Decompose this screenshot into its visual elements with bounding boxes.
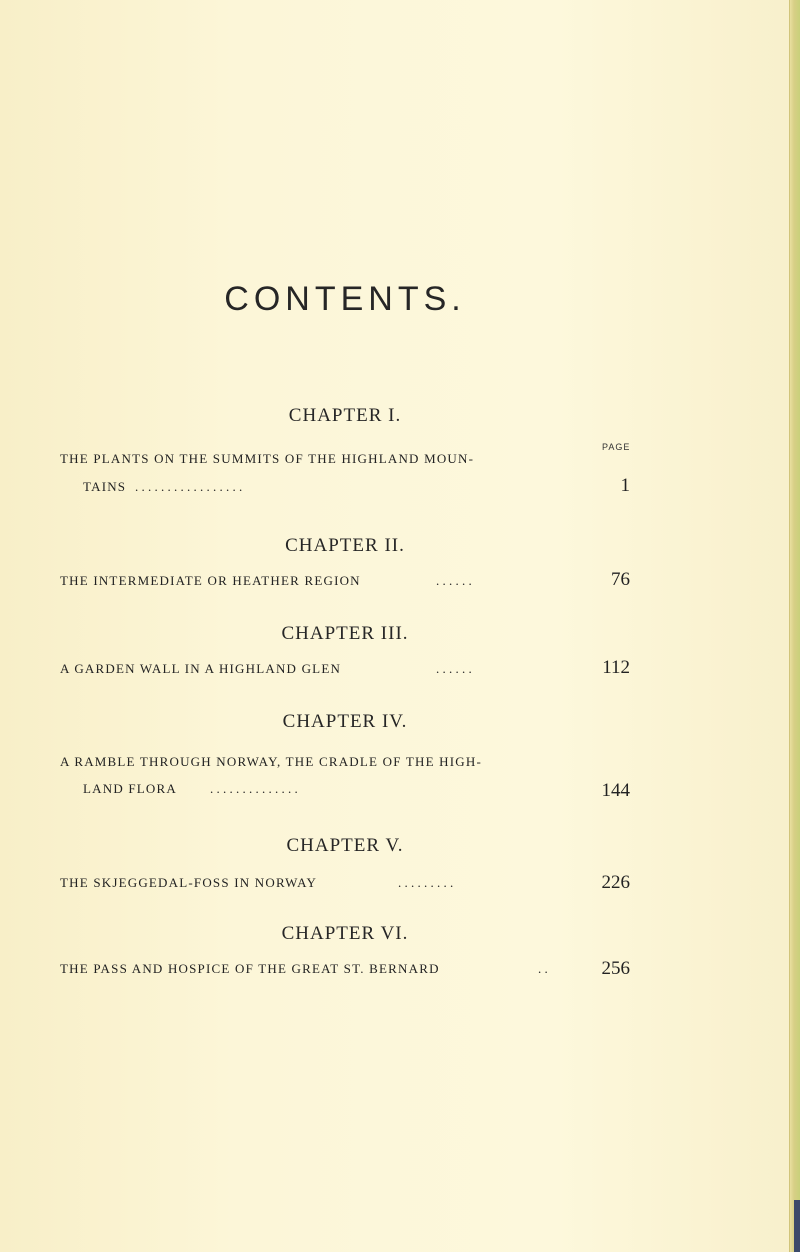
leader-dots: . . . . . . . . . . . . . . (210, 781, 298, 796)
leader-dots: . . (538, 961, 548, 976)
page-number: 76 (611, 569, 630, 590)
chapter-title-line: LAND FLORA (83, 781, 177, 796)
chapter-title-line: A RAMBLE THROUGH NORWAY, THE CRADLE OF THE HIGH- (60, 754, 482, 769)
chapter-title-line: THE PLANTS ON THE SUMMITS OF THE HIGHLAND MOUN- (60, 451, 475, 466)
chapter-heading: CHAPTER III. (281, 623, 409, 644)
binding-mark (794, 1200, 800, 1252)
chapter-heading: CHAPTER V. (286, 835, 404, 856)
chapter-title-line: THE SKJEGGEDAL-FOSS IN NORWAY (60, 875, 318, 890)
page-title: CONTENTS. (224, 280, 466, 318)
page-number: 144 (601, 780, 630, 801)
chapter-heading: CHAPTER II. (285, 535, 405, 556)
page-edge (789, 0, 800, 1252)
chapter-title-line: THE PASS AND HOSPICE OF THE GREAT ST. BERNARD (60, 961, 440, 976)
chapter-title-line: A GARDEN WALL IN A HIGHLAND GLEN (60, 661, 342, 676)
leader-dots: . . . . . . (436, 661, 472, 676)
page-number: 256 (601, 958, 630, 979)
leader-dots: . . . . . . . . . . . . . . . . . (135, 479, 243, 494)
page-number: 112 (602, 657, 630, 678)
chapter-title-line: TAINS (83, 479, 127, 494)
chapter-heading: CHAPTER IV. (282, 711, 408, 732)
page-number: 1 (620, 475, 630, 496)
leader-dots: . . . . . . (436, 573, 472, 588)
chapter-heading: CHAPTER I. (288, 405, 402, 426)
chapter-title-line: THE INTERMEDIATE OR HEATHER REGION (60, 573, 361, 588)
page-number: 226 (601, 872, 630, 893)
page-column-label: PAGE (602, 442, 631, 452)
leader-dots: . . . . . . . . . (398, 875, 454, 890)
chapter-heading: CHAPTER VI. (281, 923, 409, 944)
